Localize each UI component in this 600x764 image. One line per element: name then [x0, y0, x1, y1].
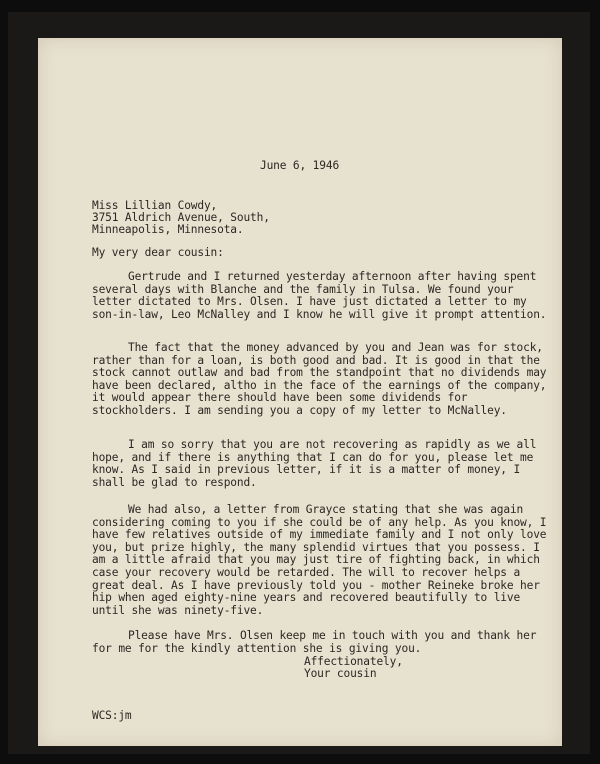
recipient-city: Minneapolis, Minnesota.: [92, 223, 244, 236]
letter-date: June 6, 1946: [260, 159, 340, 172]
signature: Your cousin: [304, 667, 377, 680]
letter-page: [38, 38, 562, 746]
closing: Affectionately,: [304, 655, 403, 668]
paragraph-5: Please have Mrs. Olsen keep me in touch with you and thank her for me for the kindly attention she is giving you.: [92, 629, 537, 655]
recipient-street: 3751 Aldrich Avenue, South,: [92, 211, 270, 224]
paragraph-2: The fact that the money advanced by you and Jean was for stock, rather than for a loan, is both good and bad. It is good in that the stock cannot outlaw and bad from the standpoint that no dividends may have been declared, altho in the face of the earnings of the company, it would appear there should have been some dividends for stockholders. I am sending you a copy of my letter to McNalley.: [92, 341, 547, 417]
paragraph-3: I am so sorry that you are not recovering as rapidly as we all hope, and if there is anything that I can do for you, please let me know. As I said in previous letter, if it is a matter of money, I shall be glad to respond.: [92, 438, 537, 489]
paragraph-4: We had also, a letter from Grayce stating that she was again considering coming to you if she could be of any help. As you know, I have few relatives outside of my immediate family and I not only love you, but prize highly, the many splendid virtues that you possess. I am a little afraid that you may just tire of fighting back, in which case your recovery would be retarded. The will to recover helps a great deal. As I have previously told you - mother Reineke broke her hip when aged eighty-nine years and recovered beautifully to live until she was ninety-five.: [92, 503, 547, 617]
salutation: My very dear cousin:: [92, 246, 224, 259]
paragraph-1: Gertrude and I returned yesterday afternoon after having spent several days with Blanche and the family in Tulsa. We found your letter dictated to Mrs. Olsen. I have just dictated a letter to my son-in-law, Leo McNalley and I know he will give it prompt attention.: [92, 270, 547, 321]
typist-initials: WCS:jm: [92, 709, 132, 722]
recipient-name: Miss Lillian Cowdy,: [92, 199, 218, 212]
